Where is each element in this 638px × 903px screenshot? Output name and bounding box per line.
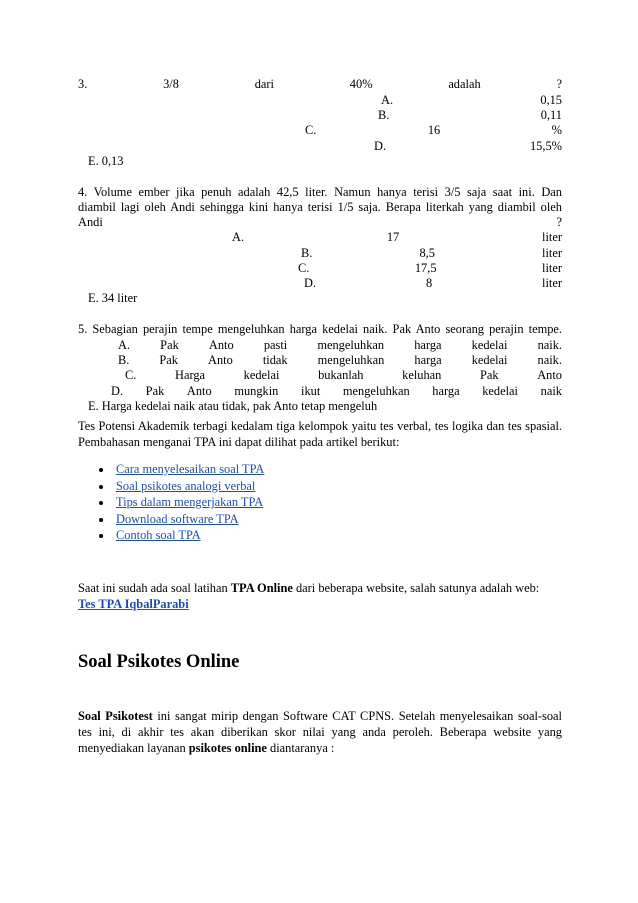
q3-line1 (78, 77, 562, 92)
q5-option-b (118, 353, 562, 368)
option-word: Anto (208, 353, 233, 367)
option-word: harga (414, 353, 442, 367)
bold-segment: TPA Online (230, 581, 293, 595)
option-value: 17,5 (414, 261, 437, 275)
option-letter: C. (298, 261, 310, 275)
option-word: kedelai (482, 384, 518, 398)
q4-option-b (301, 246, 562, 261)
q4-line1: 4. Volume ember jika penuh adalah 42,5 liter. Namun hanya terisi 3/5 saja saat ini. Dan (78, 185, 562, 199)
link-tips-tpa[interactable]: Tips dalam mengerjakan TPA (116, 495, 264, 509)
option-word: ikut (301, 384, 321, 398)
text-segment: dari beberapa website, salah satunya adalah web: (292, 581, 540, 595)
text-segment: ini sangat mirip dengan Software CAT CPNS. Setelah menyelesaikan soal-soal tes ini, di akhir tes akan diberikan skor nilai yang anda peroleh. Beberapa website yang menyediakan layanan (78, 709, 562, 755)
q5-option-c (125, 368, 562, 383)
q3-number: 3. (78, 77, 88, 91)
option-unit: liter (542, 261, 562, 275)
bold-segment: psikotes online (188, 741, 267, 755)
option-letter: B. (118, 353, 130, 367)
option-word: kedelai (471, 353, 508, 367)
q5-option-a (118, 338, 562, 353)
list-item (78, 494, 562, 511)
list-item (78, 527, 562, 544)
q3-word: 3/8 (163, 77, 179, 91)
option-word: mungkin (234, 384, 279, 398)
q4-option-c (298, 261, 562, 276)
bold-segment: Soal Psikotest (78, 709, 153, 723)
option-word: Anto (208, 338, 234, 352)
option-word: Pak (145, 384, 165, 398)
option-word: naik. (537, 353, 562, 367)
option-word: Anto (537, 368, 562, 382)
list-item (78, 478, 562, 495)
option-word: mengeluhkan (317, 353, 385, 367)
q3-word: dari (254, 77, 274, 91)
option-unit: liter (542, 230, 562, 244)
option-word: Pak (160, 338, 179, 352)
option-letter: B. (301, 246, 313, 260)
q4-word: Andi (78, 215, 103, 229)
option-value: 8,5 (419, 246, 435, 260)
list-item (78, 461, 562, 478)
q4-option-e: E. 34 liter (88, 291, 138, 305)
link-analogi-verbal[interactable]: Soal psikotes analogi verbal (116, 478, 256, 493)
q4-line3 (78, 215, 562, 230)
link-contoh-soal[interactable]: Contoh soal TPA (116, 528, 201, 542)
q4-option-d (304, 276, 562, 291)
option-word: naik (540, 384, 562, 398)
q4-word: ? (556, 215, 562, 229)
q4-option-a (232, 230, 562, 245)
text-segment: Saat ini sudah ada soal latihan (78, 581, 231, 595)
option-value: 17 (386, 230, 400, 244)
section-heading: Soal Psikotes Online (78, 652, 240, 672)
option-value: % (551, 123, 562, 137)
link-download-software[interactable]: Download software TPA (116, 511, 239, 526)
option-value: 0,15 (540, 93, 562, 107)
option-letter: D. (111, 384, 124, 398)
option-word: pasti (263, 338, 288, 352)
option-value: 16 (427, 123, 441, 137)
option-letter: C. (305, 123, 317, 137)
q3-option-d (374, 139, 562, 154)
option-unit: liter (542, 276, 562, 290)
q3-option-c (305, 123, 562, 138)
option-letter: A. (232, 230, 245, 244)
option-word: harga (432, 384, 460, 398)
option-letter: D. (304, 276, 317, 290)
option-word: kedelai (243, 368, 280, 382)
option-word: Harga (175, 368, 206, 382)
option-word: Pak (479, 368, 499, 382)
link-cara-menyelesaikan[interactable]: Cara menyelesaikan soal TPA (116, 462, 265, 476)
option-word: kedelai (471, 338, 508, 352)
option-word: Anto (186, 384, 212, 398)
option-letter: B. (378, 108, 390, 122)
option-value: 0,11 (540, 108, 562, 122)
q5-line1: 5. Sebagian perajin tempe mengeluhkan harga kedelai naik. Pak Anto seorang perajin tempe. (78, 322, 562, 336)
q3-option-b (378, 108, 562, 123)
q3-word: ? (556, 77, 562, 91)
q5-option-d (111, 384, 562, 399)
option-letter: C. (125, 368, 137, 382)
option-word: naik. (537, 338, 562, 352)
option-letter: D. (374, 139, 387, 153)
article-link-list (78, 461, 562, 544)
option-word: keluhan (402, 368, 442, 382)
q4-line2: diambil lagi oleh Andi sehingga kini hanya terisi 1/5 saja. Berapa literkah yang diambil oleh (78, 200, 562, 214)
q3-option-e: E. 0,13 (88, 154, 124, 168)
q5-option-e: E. Harga kedelai naik atau tidak, pak Anto tetap mengeluh (88, 399, 378, 413)
option-unit: liter (542, 246, 562, 260)
link-tes-tpa-iqbalparabi[interactable]: Tes TPA IqbalParabi (78, 597, 189, 611)
option-word: tidak (262, 353, 288, 367)
option-value: 8 (425, 276, 433, 290)
online-paragraph (78, 580, 562, 612)
option-letter: A. (118, 338, 131, 352)
list-item (78, 511, 562, 528)
text-segment: diantaranya : (266, 741, 335, 755)
intro-paragraph: Tes Potensi Akademik terbagi kedalam tiga kelompok yaitu tes verbal, tes logika dan tes spasial. Pembahasan menganai TPA ini dapat dilihat pada artikel berikut: (78, 419, 562, 449)
option-letter: A. (381, 93, 394, 107)
option-word: bukanlah (318, 368, 364, 382)
q3-word: adalah (448, 77, 481, 91)
option-word: mengeluhkan (342, 384, 410, 398)
option-word: mengeluhkan (317, 338, 385, 352)
option-value: 15,5% (529, 139, 562, 153)
option-word: Pak (159, 353, 178, 367)
q3-option-a (381, 93, 562, 108)
option-word: harga (414, 338, 442, 352)
q3-word: 40% (349, 77, 373, 91)
psikotes-paragraph (78, 708, 562, 756)
